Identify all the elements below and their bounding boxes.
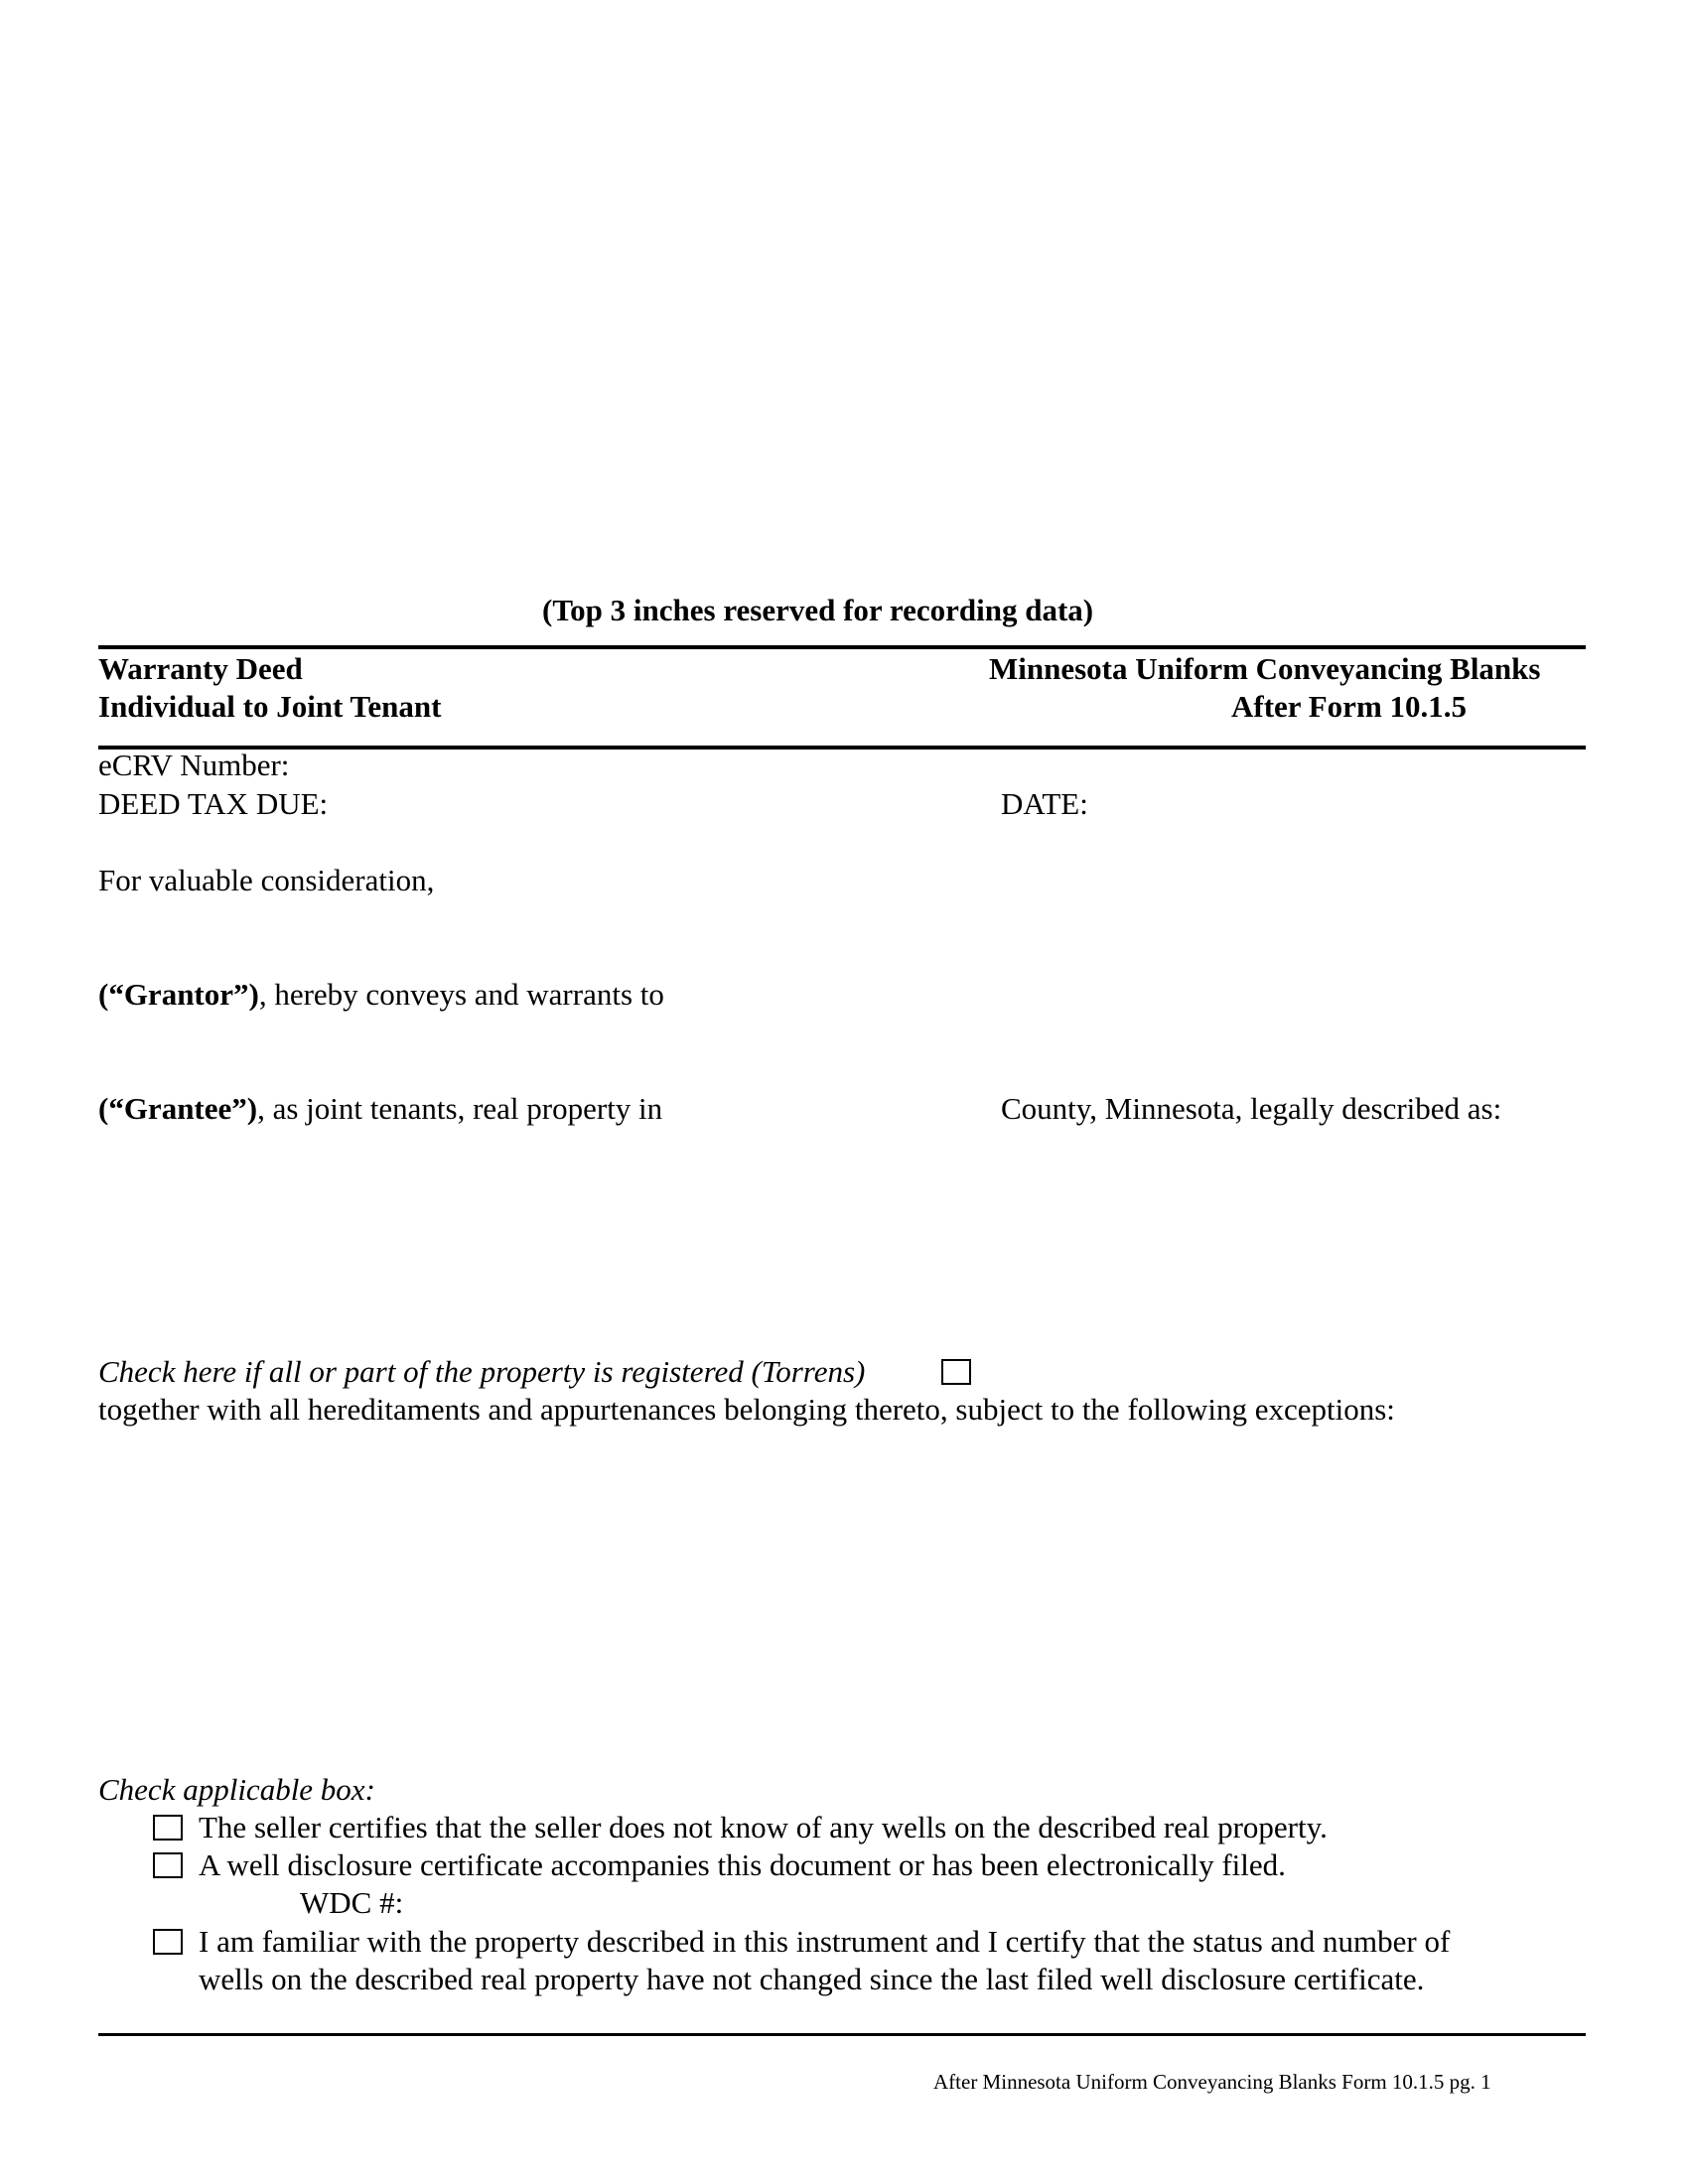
form-number: After Form 10.1.5 <box>1231 689 1468 724</box>
grantor-text: , hereby conveys and warrants to <box>258 977 664 1012</box>
footer-text: After Minnesota Uniform Conveyancing Blanks Form 10.1.5 pg. 1 <box>933 2070 1491 2094</box>
header-top-rule <box>98 645 1586 649</box>
header-bottom-rule <box>98 746 1586 750</box>
reserved-note: (Top 3 inches reserved for recording data) <box>542 593 1094 627</box>
well-certificate-text: A well disclosure certificate accompanies this document or has been electronically filed. <box>199 1847 1286 1882</box>
grantor-label: (“Grantor”) <box>98 977 259 1012</box>
wells-unchanged-checkbox[interactable] <box>153 1929 183 1955</box>
deed-tax-due-label: DEED TAX DUE: <box>98 786 329 821</box>
form-series-title: Minnesota Uniform Conveyancing Blanks <box>989 651 1541 686</box>
grantee-text: , as joint tenants, real property in <box>257 1091 663 1126</box>
wells-unchanged-text-line1: I am familiar with the property described in this instrument and I certify that the status and number of <box>199 1924 1451 1959</box>
consideration-text: For valuable consideration, <box>98 863 435 897</box>
wells-unchanged-text-line2: wells on the described real property have not changed since the last filed well disclosure certificate. <box>199 1962 1425 1996</box>
form-title: Warranty Deed <box>98 651 303 686</box>
grantee-line <box>98 1090 662 1128</box>
county-text: County, Minnesota, legally described as: <box>1001 1091 1502 1126</box>
ecrv-number-label: eCRV Number: <box>98 748 290 782</box>
hereditaments-text: together with all hereditaments and appurtenances belonging thereto, subject to the following exceptions: <box>98 1392 1395 1427</box>
grantee-label: (“Grantee”) <box>98 1091 258 1126</box>
check-applicable-heading: Check applicable box: <box>98 1772 375 1807</box>
grantor-line <box>98 976 664 1014</box>
date-label: DATE: <box>1001 786 1088 821</box>
no-wells-checkbox[interactable] <box>153 1815 183 1841</box>
torrens-checkbox[interactable] <box>941 1359 971 1385</box>
form-subtitle: Individual to Joint Tenant <box>98 689 442 724</box>
well-certificate-checkbox[interactable] <box>153 1852 183 1878</box>
wdc-number-label: WDC #: <box>300 1885 404 1920</box>
no-wells-text: The seller certifies that the seller does not know of any wells on the described real property. <box>199 1810 1328 1844</box>
torrens-text: Check here if all or part of the property is registered (Torrens) <box>98 1354 866 1389</box>
footer-rule <box>98 2033 1586 2036</box>
